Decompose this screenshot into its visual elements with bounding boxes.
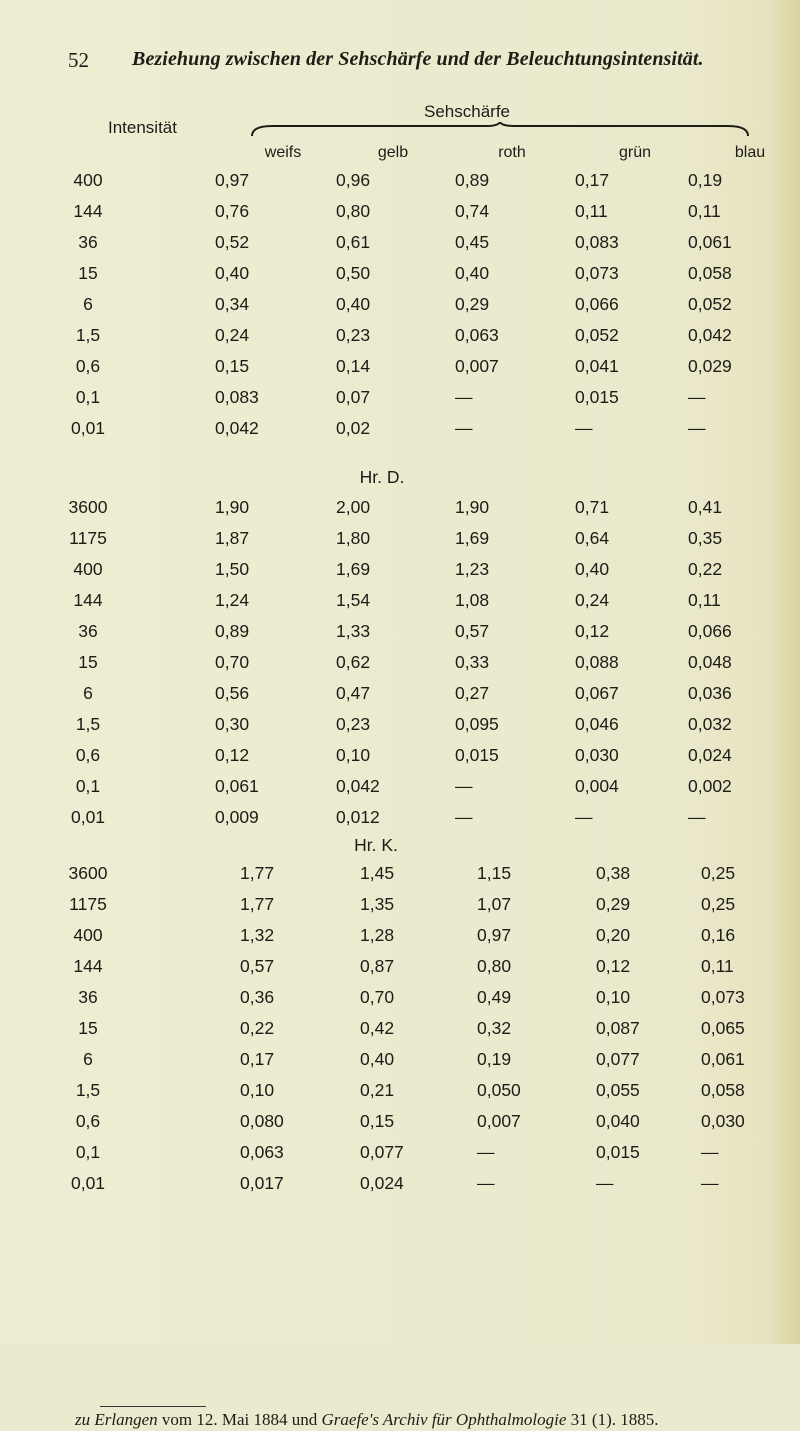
acuity-cell: 0,050 <box>477 1080 521 1100</box>
column-group-brace <box>250 122 750 138</box>
acuity-cell: 0,02 <box>336 418 371 438</box>
acuity-cell: 0,029 <box>688 356 732 376</box>
acuity-cell: 0,032 <box>688 714 732 734</box>
group-heading: Sehschärfe <box>424 102 510 121</box>
intensity-cell: 0,1 <box>75 776 101 796</box>
acuity-cell: — <box>455 418 473 438</box>
footnote-part: Graefe's Archiv für Ophthalmologie <box>321 1410 567 1429</box>
acuity-cell: — <box>596 1173 614 1193</box>
footnote-part: vom 12. Mai 1884 und <box>157 1410 322 1429</box>
acuity-cell: — <box>455 387 473 407</box>
acuity-cell: 0,007 <box>477 1111 521 1131</box>
acuity-cell: 0,040 <box>596 1111 640 1131</box>
intensity-cell: 3600 <box>68 863 108 883</box>
acuity-cell: 1,08 <box>455 590 490 610</box>
acuity-cell: 0,066 <box>575 294 619 314</box>
row-label-heading: Intensität <box>108 118 177 137</box>
intensity-cell: 6 <box>83 683 93 703</box>
running-title: Beziehung zwischen der Sehschärfe und der Beleuchtungsintensität. <box>132 48 704 70</box>
acuity-cell: 0,40 <box>215 263 250 283</box>
footnote-part: zu Erlangen <box>75 1410 158 1429</box>
intensity-cell: 144 <box>73 956 103 976</box>
footnote <box>75 1409 785 1431</box>
acuity-cell: 1,90 <box>215 497 250 517</box>
column-header: grün <box>618 144 652 161</box>
acuity-cell: 0,61 <box>336 232 371 252</box>
acuity-cell: 0,25 <box>701 863 736 883</box>
acuity-cell: 0,97 <box>215 170 250 190</box>
acuity-cell: 1,77 <box>240 894 275 914</box>
acuity-cell: 1,32 <box>240 925 275 945</box>
acuity-cell: 0,40 <box>336 294 371 314</box>
acuity-cell: 0,024 <box>360 1173 404 1193</box>
intensity-cell: 36 <box>78 232 98 252</box>
acuity-cell: 0,065 <box>701 1018 745 1038</box>
acuity-cell: 0,87 <box>360 956 395 976</box>
intensity-cell: 1175 <box>69 894 107 914</box>
acuity-cell: 0,27 <box>455 683 490 703</box>
acuity-cell: 0,036 <box>688 683 732 703</box>
acuity-cell: 0,083 <box>575 232 619 252</box>
intensity-cell: 0,1 <box>75 387 101 407</box>
column-header: gelb <box>377 144 409 161</box>
acuity-cell: 0,087 <box>596 1018 640 1038</box>
acuity-cell: 0,96 <box>336 170 371 190</box>
column-header: weifs <box>264 144 302 161</box>
acuity-cell: 0,29 <box>596 894 631 914</box>
acuity-cell: 0,45 <box>455 232 490 252</box>
acuity-cell: 0,17 <box>240 1049 275 1069</box>
acuity-cell: 0,56 <box>215 683 250 703</box>
acuity-cell: 0,97 <box>477 925 512 945</box>
acuity-cell: 0,49 <box>477 987 512 1007</box>
acuity-cell: — <box>688 807 706 827</box>
acuity-cell: 1,54 <box>336 590 371 610</box>
acuity-cell: 0,11 <box>701 956 734 976</box>
acuity-cell: 0,002 <box>688 776 732 796</box>
acuity-cell: 0,030 <box>575 745 619 765</box>
intensity-cell: 15 <box>78 263 98 283</box>
acuity-cell: — <box>688 418 706 438</box>
acuity-cell: 0,38 <box>596 863 631 883</box>
acuity-cell: 1,35 <box>360 894 395 914</box>
acuity-cell: 0,22 <box>688 559 723 579</box>
acuity-cell: 1,69 <box>455 528 490 548</box>
intensity-cell: 6 <box>83 294 93 314</box>
acuity-cell: 0,24 <box>575 590 610 610</box>
acuity-cell: 0,23 <box>336 325 371 345</box>
acuity-cell: 0,063 <box>240 1142 284 1162</box>
intensity-cell: 1175 <box>69 528 107 548</box>
acuity-cell: 0,015 <box>575 387 619 407</box>
acuity-cell: 0,16 <box>701 925 736 945</box>
page-number: 52 <box>68 48 89 72</box>
acuity-cell: 0,11 <box>575 201 608 221</box>
acuity-cell: — <box>701 1142 719 1162</box>
acuity-cell: 0,12 <box>596 956 631 976</box>
acuity-cell: 0,095 <box>455 714 499 734</box>
acuity-cell: 0,35 <box>688 528 723 548</box>
intensity-cell: 0,01 <box>70 807 106 827</box>
acuity-cell: 0,76 <box>215 201 250 221</box>
intensity-cell: 1,5 <box>75 1080 101 1100</box>
acuity-cell: 1,45 <box>360 863 395 883</box>
acuity-cell: 0,36 <box>240 987 275 1007</box>
acuity-cell: 0,12 <box>215 745 250 765</box>
acuity-cell: 0,061 <box>701 1049 745 1069</box>
acuity-cell: 0,048 <box>688 652 732 672</box>
acuity-cell: 0,063 <box>455 325 499 345</box>
acuity-cell: 0,10 <box>336 745 371 765</box>
acuity-cell: 0,64 <box>575 528 610 548</box>
acuity-cell: 0,058 <box>701 1080 745 1100</box>
acuity-cell: 0,055 <box>596 1080 640 1100</box>
acuity-cell: 0,24 <box>215 325 250 345</box>
acuity-cell: 0,20 <box>596 925 631 945</box>
intensity-cell: 1,5 <box>75 325 101 345</box>
acuity-cell: 0,41 <box>688 497 723 517</box>
acuity-cell: 0,14 <box>336 356 371 376</box>
acuity-cell: 0,10 <box>240 1080 275 1100</box>
acuity-cell: 0,080 <box>240 1111 284 1131</box>
intensity-cell: 0,1 <box>75 1142 101 1162</box>
acuity-cell: 0,073 <box>575 263 619 283</box>
acuity-cell: 0,15 <box>215 356 250 376</box>
acuity-cell: 0,077 <box>596 1049 640 1069</box>
acuity-cell: 0,015 <box>455 745 499 765</box>
acuity-cell: — <box>455 776 473 796</box>
acuity-cell: 0,07 <box>336 387 371 407</box>
intensity-cell: 15 <box>78 1018 98 1038</box>
acuity-cell: 0,061 <box>215 776 259 796</box>
acuity-cell: 0,004 <box>575 776 619 796</box>
intensity-cell: 400 <box>73 559 103 579</box>
intensity-cell: 36 <box>78 621 98 641</box>
acuity-cell: 1,24 <box>215 590 250 610</box>
acuity-cell: 0,80 <box>477 956 512 976</box>
acuity-cell: 0,009 <box>215 807 259 827</box>
footnote-rule <box>100 1406 206 1407</box>
acuity-cell: 0,62 <box>336 652 371 672</box>
footnote-part: 31 (1). 1885. <box>566 1410 659 1429</box>
acuity-cell: 0,25 <box>701 894 736 914</box>
intensity-cell: 144 <box>73 590 103 610</box>
acuity-cell: 0,15 <box>360 1111 395 1131</box>
acuity-cell: 0,71 <box>575 497 610 517</box>
acuity-cell: 0,89 <box>215 621 250 641</box>
acuity-cell: 0,024 <box>688 745 732 765</box>
acuity-cell: 0,066 <box>688 621 732 641</box>
intensity-cell: 0,01 <box>70 1173 106 1193</box>
acuity-cell: 0,12 <box>575 621 610 641</box>
column-header: roth <box>498 144 526 161</box>
acuity-cell: 0,29 <box>455 294 490 314</box>
acuity-cell: 0,046 <box>575 714 619 734</box>
acuity-cell: — <box>477 1142 495 1162</box>
acuity-cell: — <box>455 807 473 827</box>
acuity-cell: 0,80 <box>336 201 371 221</box>
intensity-cell: 0,6 <box>75 745 101 765</box>
acuity-cell: 0,017 <box>240 1173 284 1193</box>
acuity-cell: 0,030 <box>701 1111 745 1131</box>
acuity-cell: 0,42 <box>360 1018 395 1038</box>
acuity-cell: 0,11 <box>688 201 721 221</box>
acuity-cell: 0,57 <box>240 956 275 976</box>
acuity-cell: 0,061 <box>688 232 732 252</box>
acuity-cell: 0,042 <box>215 418 259 438</box>
acuity-cell: 0,041 <box>575 356 619 376</box>
acuity-cell: 0,22 <box>240 1018 275 1038</box>
intensity-cell: 144 <box>73 201 103 221</box>
intensity-cell: 15 <box>78 652 98 672</box>
acuity-cell: 0,077 <box>360 1142 404 1162</box>
acuity-cell: 0,042 <box>688 325 732 345</box>
acuity-cell: — <box>575 418 593 438</box>
intensity-cell: 1,5 <box>75 714 101 734</box>
intensity-cell: 0,6 <box>75 356 101 376</box>
acuity-cell: 0,052 <box>575 325 619 345</box>
acuity-cell: 0,40 <box>455 263 490 283</box>
acuity-cell: 1,77 <box>240 863 275 883</box>
acuity-cell: 0,23 <box>336 714 371 734</box>
acuity-cell: 1,28 <box>360 925 395 945</box>
acuity-cell: 1,50 <box>215 559 250 579</box>
acuity-cell: 0,17 <box>575 170 610 190</box>
acuity-cell: 0,088 <box>575 652 619 672</box>
acuity-cell: 0,50 <box>336 263 371 283</box>
intensity-cell: 0,6 <box>75 1111 101 1131</box>
acuity-cell: 0,007 <box>455 356 499 376</box>
acuity-cell: 0,47 <box>336 683 371 703</box>
column-headers <box>0 144 800 166</box>
acuity-cell: 0,11 <box>688 590 721 610</box>
acuity-cell: 0,10 <box>596 987 631 1007</box>
column-header: blau <box>734 144 766 161</box>
acuity-cell: 1,90 <box>455 497 490 517</box>
block-title: Hr. K. <box>354 835 398 855</box>
acuity-cell: 0,042 <box>336 776 380 796</box>
acuity-cell: 1,69 <box>336 559 371 579</box>
acuity-cell: 1,15 <box>477 863 512 883</box>
acuity-cell: 0,32 <box>477 1018 512 1038</box>
page-header <box>68 48 768 78</box>
acuity-cell: 1,23 <box>455 559 490 579</box>
acuity-cell: 0,40 <box>575 559 610 579</box>
acuity-cell: 0,052 <box>688 294 732 314</box>
acuity-cell: 0,21 <box>360 1080 395 1100</box>
acuity-cell: 0,70 <box>360 987 395 1007</box>
acuity-cell: 0,70 <box>215 652 250 672</box>
acuity-cell: 0,19 <box>688 170 723 190</box>
acuity-cell: 0,058 <box>688 263 732 283</box>
acuity-cell: — <box>701 1173 719 1193</box>
acuity-cell: 1,80 <box>336 528 371 548</box>
block-title: Hr. D. <box>359 467 405 487</box>
acuity-cell: 0,067 <box>575 683 619 703</box>
acuity-cell: 0,33 <box>455 652 490 672</box>
intensity-cell: 0,01 <box>70 418 106 438</box>
acuity-cell: 0,40 <box>360 1049 395 1069</box>
acuity-cell: 1,33 <box>336 621 371 641</box>
intensity-cell: 36 <box>78 987 98 1007</box>
acuity-cell: 0,34 <box>215 294 250 314</box>
acuity-cell: 1,07 <box>477 894 512 914</box>
acuity-cell: 0,74 <box>455 201 490 221</box>
acuity-cell: 0,52 <box>215 232 250 252</box>
intensity-cell: 6 <box>83 1049 93 1069</box>
acuity-cell: — <box>575 807 593 827</box>
intensity-cell: 400 <box>73 925 103 945</box>
intensity-cell: 400 <box>73 170 103 190</box>
acuity-cell: 0,30 <box>215 714 250 734</box>
acuity-cell: — <box>688 387 706 407</box>
acuity-cell: 0,19 <box>477 1049 512 1069</box>
acuity-cell: 0,89 <box>455 170 490 190</box>
acuity-cell: 1,87 <box>215 528 250 548</box>
acuity-cell: 0,57 <box>455 621 490 641</box>
acuity-cell: 0,015 <box>596 1142 640 1162</box>
acuity-cell: 0,012 <box>336 807 380 827</box>
acuity-cell: 0,083 <box>215 387 259 407</box>
intensity-cell: 3600 <box>68 497 108 517</box>
acuity-cell: 0,073 <box>701 987 745 1007</box>
acuity-cell: — <box>477 1173 495 1193</box>
acuity-cell: 2,00 <box>336 497 371 517</box>
